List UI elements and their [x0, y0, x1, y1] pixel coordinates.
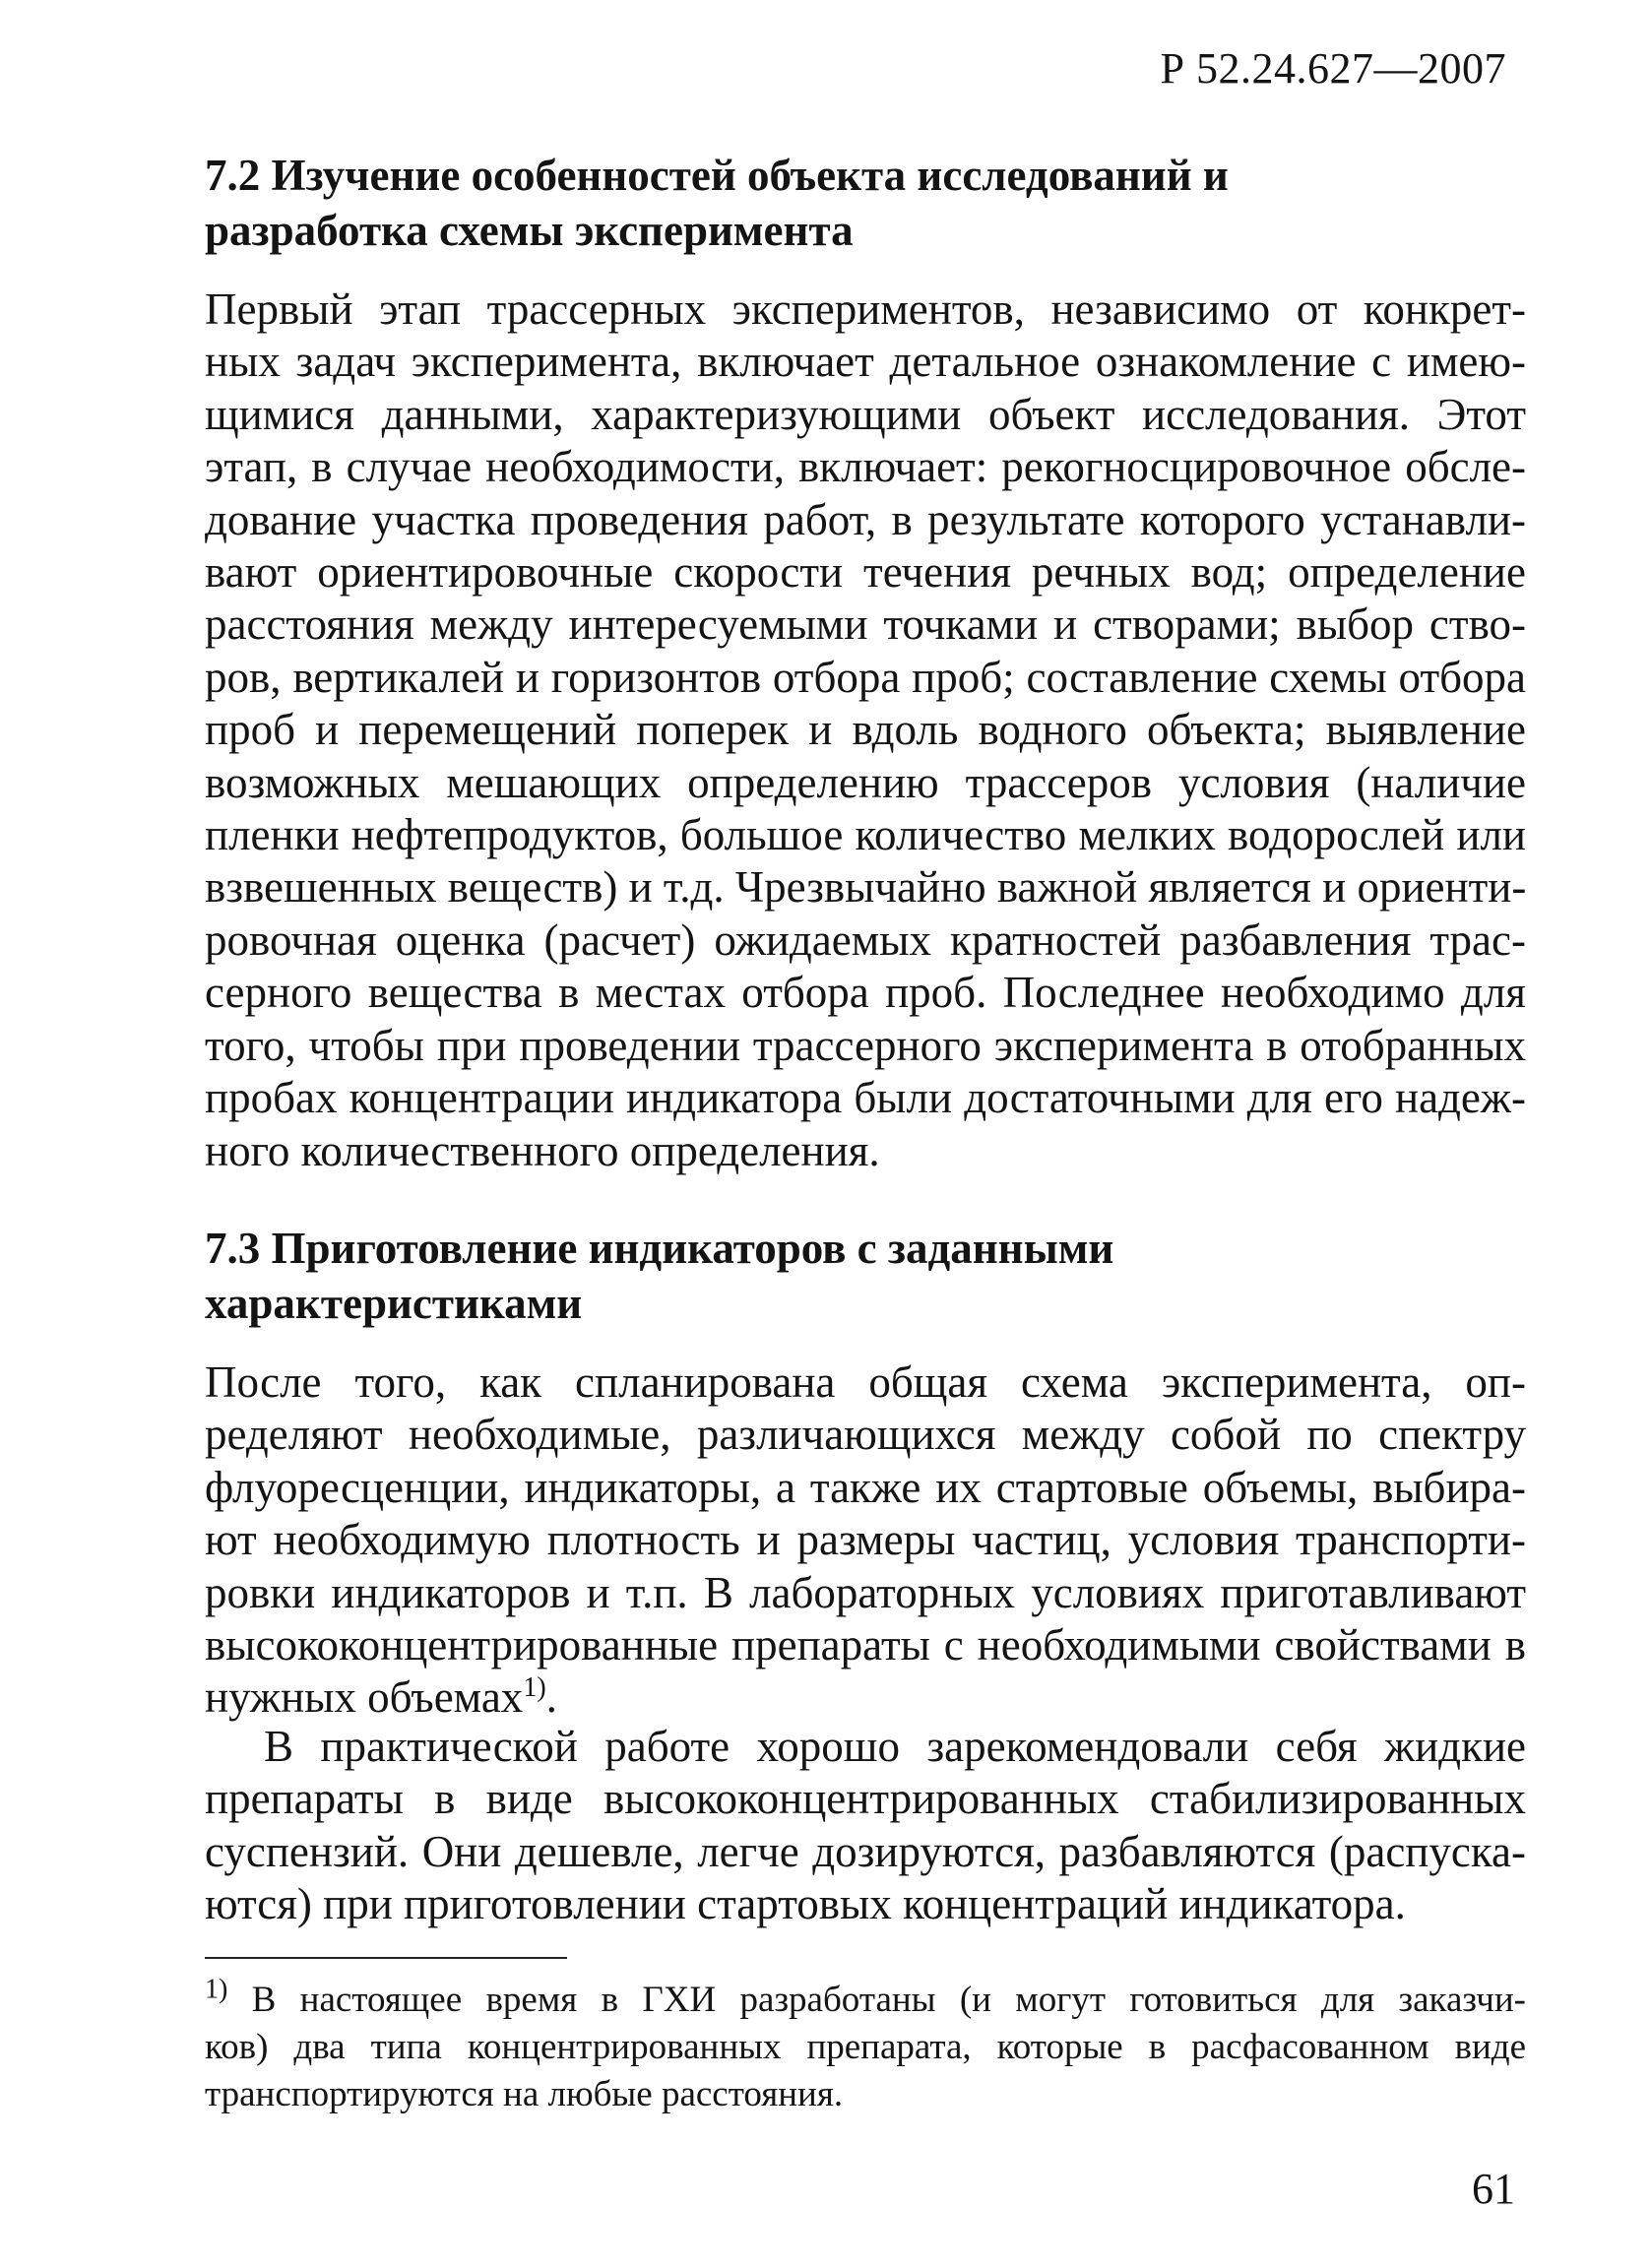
- paragraph-line: ределяют необходимые, различающихся между собой по спектру: [205, 1410, 1526, 1460]
- heading-line: характеристиками: [205, 1279, 583, 1328]
- paragraph-line: После того, как спланирована общая схема эксперимента, оп-: [205, 1357, 1526, 1407]
- paragraph-line: ют необходимую плотность и размеры частиц, условия транспорти-: [205, 1515, 1526, 1565]
- paragraph-line: взвешенных веществ) и т.д. Чрезвычайно важной является и ориенти-: [205, 862, 1527, 913]
- paragraph-line: дование участка проведения работ, в результате которого устанавли-: [205, 494, 1526, 544]
- footnote-line: [205, 1974, 1526, 2024]
- paragraph-line: ются) при приготовлении стартовых концентраций индикатора.: [205, 1879, 1406, 1929]
- paragraph-line-text: нужных объемах: [205, 1672, 524, 1723]
- paragraph-line: ных задач эксперимента, включает детальное ознакомление с имею-: [205, 337, 1526, 387]
- paragraph-line: ров, вертикалей и горизонтов отбора проб; составление схемы отбора: [205, 652, 1526, 702]
- footnote-text: В настоящее время в ГХИ разработаны (и могут готовиться для заказчи-: [227, 1980, 1526, 2020]
- section-7-3-paragraph-1: [205, 1356, 1526, 1725]
- page-number: 61: [1472, 2165, 1515, 2213]
- paragraph-line: ного количественного определения.: [205, 1125, 880, 1175]
- paragraph-line: В практической работе хорошо зарекомендовали себя жидкие: [264, 1722, 1526, 1771]
- paragraph-line: щимися данными, характеризующими объект исследования. Этот: [205, 389, 1526, 439]
- footnote-line: транспортируются на любые расстояния.: [205, 2074, 844, 2114]
- section-7-2-paragraph-text: [205, 284, 1526, 1177]
- section-7-2-heading: [205, 148, 1485, 258]
- paragraph-line: флуоресценции, индикаторы, а также их стартовые объемы, выбира-: [205, 1462, 1526, 1512]
- paragraph-line: ровочная оценка (расчет) ожидаемых кратностей разбавления трас-: [205, 914, 1526, 965]
- section-7-3-heading: [205, 1221, 1485, 1331]
- paragraph-last-line: [205, 1671, 1526, 1724]
- paragraph-line: расстояния между интересуемыми точками и створами; выбор ство-: [205, 599, 1526, 650]
- paragraph-line: пленки нефтепродуктов, большое количество мелких водорослей или: [205, 810, 1526, 860]
- document-code: Р 52.24.627—2007: [1160, 44, 1506, 93]
- paragraph-line: высококонцентрированные препараты с необходимыми свойствами в: [205, 1620, 1526, 1670]
- paragraph-line: ровки индикаторов и т.п. В лабораторных условиях приготавливают: [205, 1567, 1526, 1617]
- footnote-divider: [205, 1957, 567, 1959]
- paragraph-line: того, чтобы при проведении трассерного эксперимента в отобранных: [205, 1020, 1526, 1070]
- paragraph-line: Первый этап трассерных экспериментов, независимо от конкрет-: [205, 284, 1526, 334]
- heading-line: 7.2 Изучение особенностей объекта исследований и: [205, 151, 1229, 200]
- paragraph-line: суспензий. Они дешевле, легче дозируются, разбавляются (распуска-: [205, 1826, 1526, 1876]
- section-7-3-paragraph-2: [205, 1721, 1526, 1931]
- footnote-marker: 1): [205, 1974, 228, 2005]
- footnote: [205, 1974, 1526, 2118]
- paragraph-line: проб и перемещений поперек и вдоль водного объекта; выявление: [205, 705, 1526, 755]
- heading-line: 7.3 Приготовление индикаторов с заданными: [205, 1224, 1114, 1273]
- paragraph-line: пробах концентрации индикатора были достаточными для его надеж-: [205, 1073, 1526, 1123]
- paragraph-line: вают ориентировочные скорости течения речных вод; определение: [205, 547, 1526, 598]
- paragraph-end-punctuation: .: [545, 1672, 557, 1723]
- paragraph-line: серного вещества в местах отбора проб. Последнее необходимо для: [205, 968, 1526, 1018]
- heading-line: разработка схемы эксперимента: [205, 206, 854, 255]
- footnote-line: ков) два типа концентрированных препарата, которые в расфасованном виде: [205, 2027, 1526, 2067]
- paragraph-line: возможных мешающих определению трассеров условия (наличие: [205, 757, 1526, 807]
- paragraph-line: этап, в случае необходимости, включает: рекогносцировочное обсле-: [205, 442, 1526, 492]
- paragraph-line: препараты в виде высококонцентрированных стабилизированных: [205, 1774, 1526, 1824]
- footnote-reference: 1): [523, 1672, 546, 1704]
